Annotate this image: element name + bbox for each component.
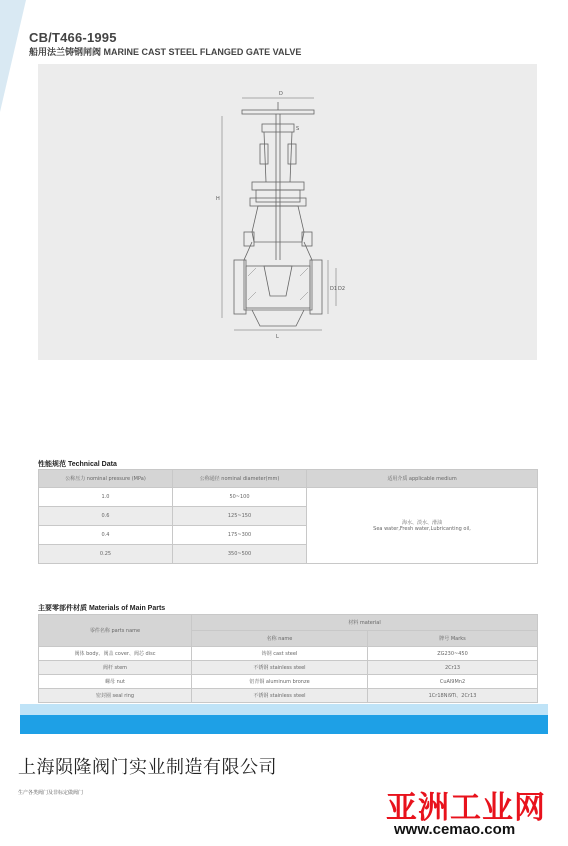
pressure-cell: 0.25 bbox=[39, 545, 173, 564]
materials-table bbox=[38, 614, 538, 703]
dim-label-s: S bbox=[296, 126, 300, 132]
part-cell: 螺母 nut bbox=[39, 675, 192, 689]
accent-bar-light bbox=[20, 704, 548, 715]
handwheel bbox=[242, 110, 314, 114]
diameter-cell: 50~100 bbox=[173, 488, 307, 507]
parts-name-header: 零件名称 parts name bbox=[39, 615, 192, 647]
part-cell: 阀体 body、阀盖 cover、阀芯 disc bbox=[39, 647, 192, 661]
part-cell: 阀杆 stem bbox=[39, 661, 192, 675]
valve-drawing-panel bbox=[38, 64, 537, 360]
column-header: 公称压力 nominal pressure (MPa) bbox=[39, 470, 173, 488]
table-row bbox=[39, 689, 538, 703]
pressure-cell: 0.6 bbox=[39, 507, 173, 526]
column-header: 适用介质 applicable medium bbox=[307, 470, 538, 488]
material-name-cell: 不锈钢 stainless steel bbox=[192, 689, 368, 703]
mark-cell: CuAl9Mn2 bbox=[368, 675, 538, 689]
table-row bbox=[39, 647, 538, 661]
medium-cell bbox=[307, 488, 538, 564]
name-header: 名称 name bbox=[192, 631, 368, 647]
material-name-cell: 铸钢 cast steel bbox=[192, 647, 368, 661]
dim-label-h: H bbox=[216, 196, 220, 202]
corner-decoration bbox=[0, 0, 26, 112]
page-title: CB/T466-1995 bbox=[29, 30, 117, 45]
mark-cell: 2Cr13 bbox=[368, 661, 538, 675]
materials-title: 主要零部件材质 Materials of Main Parts bbox=[38, 605, 166, 612]
marks-header: 牌号 Marks bbox=[368, 631, 538, 647]
accent-bar bbox=[20, 715, 548, 734]
pressure-cell: 1.0 bbox=[39, 488, 173, 507]
material-name-cell: 铝青铜 aluminum bronze bbox=[192, 675, 368, 689]
dim-label-d: D bbox=[279, 91, 283, 97]
mark-cell: 1Cr18Ni9Ti、2Cr13 bbox=[368, 689, 538, 703]
material-name-cell: 不锈钢 stainless steel bbox=[192, 661, 368, 675]
column-header: 公称通径 nominal diameter(mm) bbox=[173, 470, 307, 488]
table-row bbox=[39, 675, 538, 689]
material-header: 材料 material bbox=[192, 615, 538, 631]
table-header-row bbox=[39, 615, 538, 631]
dim-label-l: L bbox=[276, 334, 279, 340]
part-cell: 密封圈 seal ring bbox=[39, 689, 192, 703]
diameter-cell: 125~150 bbox=[173, 507, 307, 526]
technical-data-title: 性能规范 Technical Data bbox=[38, 461, 117, 468]
company-note: 生产各类阀门及非标定做阀门 bbox=[18, 790, 84, 796]
technical-data-table bbox=[38, 469, 538, 564]
medium-en: Sea water,Fresh water,Lubricanting oil, bbox=[373, 526, 471, 532]
dim-label-d1: D1 bbox=[330, 286, 338, 292]
site-logo[interactable]: 亚洲工业网 bbox=[386, 790, 546, 826]
gate-valve-drawing bbox=[38, 64, 537, 360]
table-row bbox=[39, 488, 538, 507]
site-url-link[interactable]: www.cemao.com bbox=[394, 821, 516, 838]
pressure-cell: 0.4 bbox=[39, 526, 173, 545]
table-row bbox=[39, 661, 538, 675]
table-header-row bbox=[39, 470, 538, 488]
diameter-cell: 175~300 bbox=[173, 526, 307, 545]
mark-cell: ZG230~450 bbox=[368, 647, 538, 661]
page-subtitle: 船用法兰铸钢闸阀 MARINE CAST STEEL FLANGED GATE VALVE bbox=[29, 47, 302, 57]
medium-cn: 海水、淡水、滑油 bbox=[401, 520, 442, 526]
diameter-cell: 350~500 bbox=[173, 545, 307, 564]
dim-label-d2: D2 bbox=[338, 286, 346, 292]
company-name: 上海陨隆阀门实业制造有限公司 bbox=[18, 757, 277, 778]
